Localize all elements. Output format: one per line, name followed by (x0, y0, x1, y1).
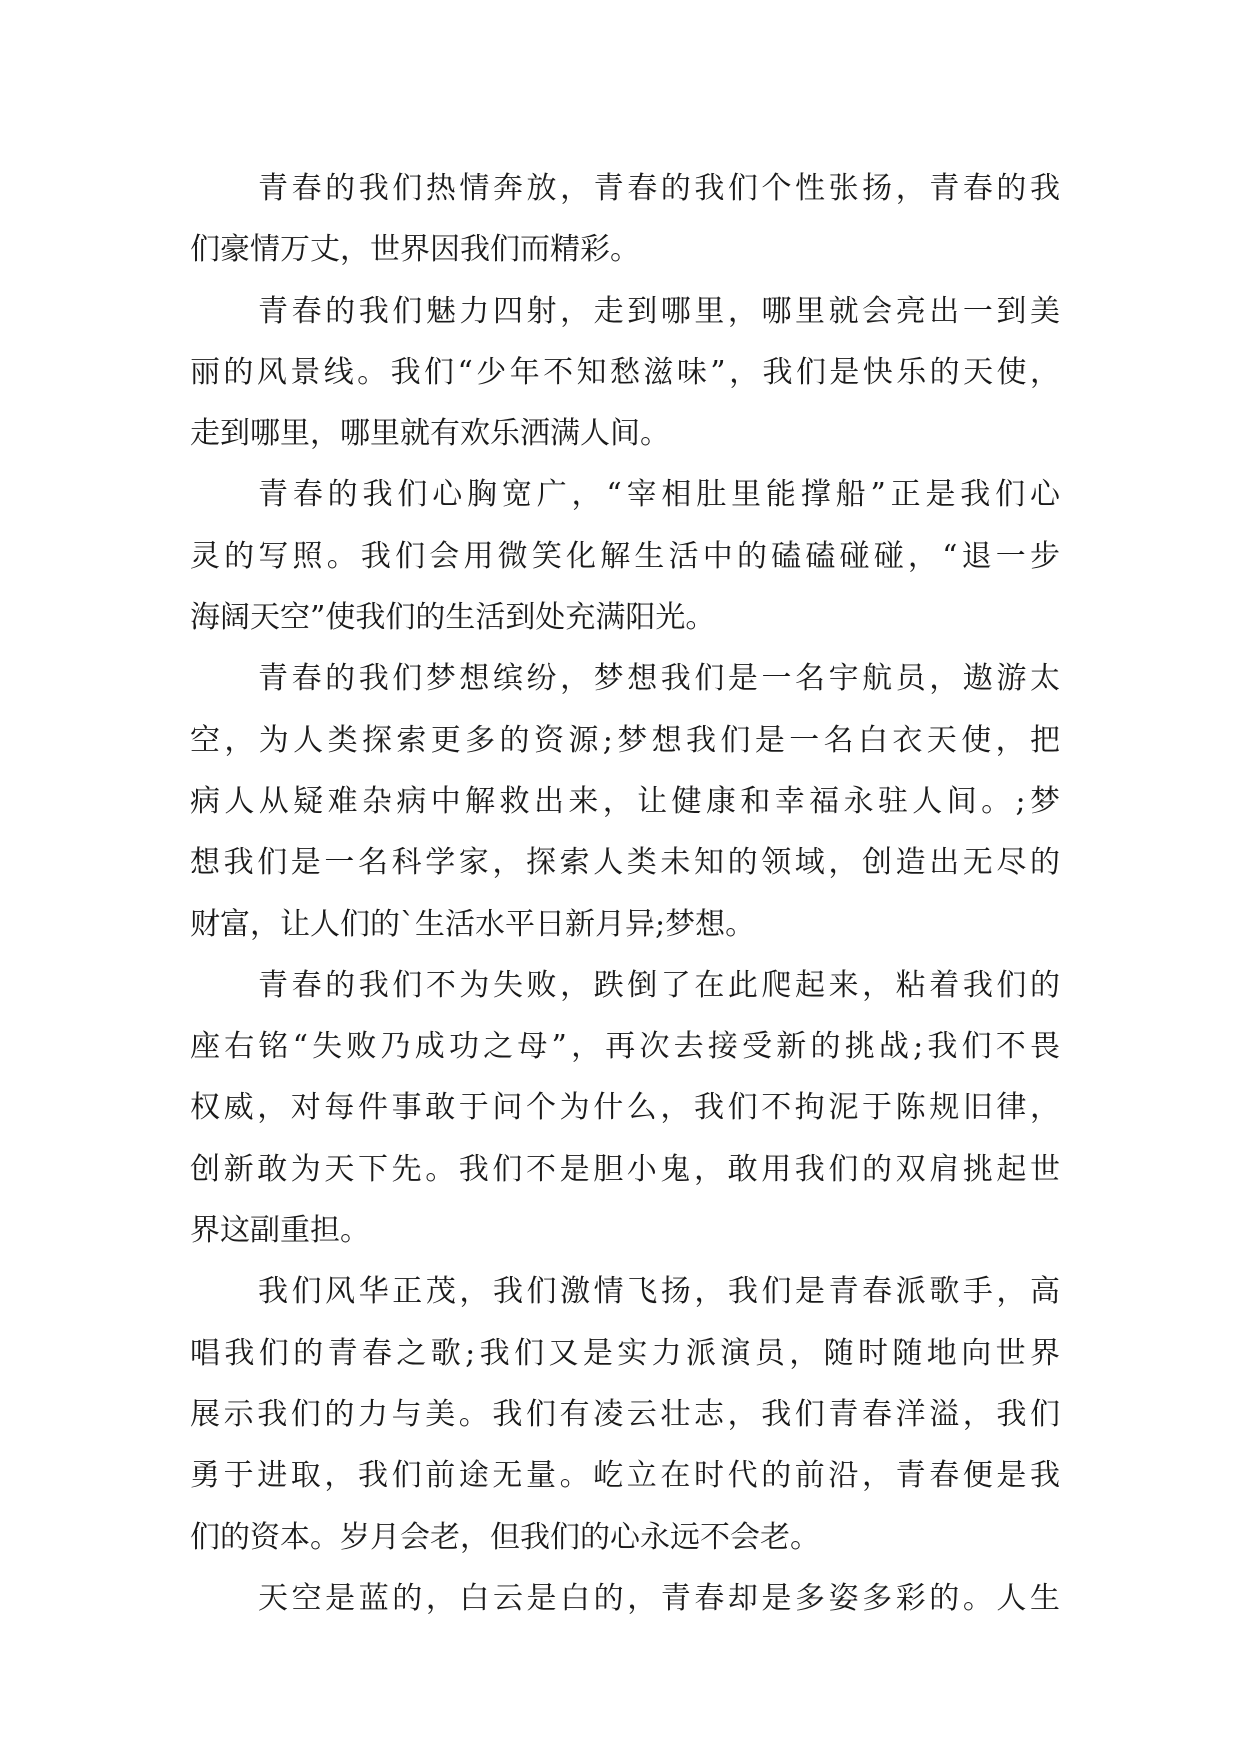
paragraph-6-line-3: 展示我们的力与美。我们有凌云壮志，我们青春洋溢，我们 (190, 1396, 1060, 1432)
body-text (190, 158, 1060, 1629)
paragraph-7-line-1: 天空是蓝的，白云是白的，青春却是多姿多彩的。人生 (258, 1580, 1060, 1616)
paragraph-5-line-5: 界这副重担。 (190, 1213, 370, 1249)
paragraph-1-line-2: 们豪情万丈，世界因我们而精彩。 (190, 232, 640, 268)
paragraph-2-line-2: 丽的风景线。我们“少年不知愁滋味”，我们是快乐的天使， (190, 354, 1060, 390)
paragraph-4-line-3: 病人从疑难杂病中解救出来，让健康和幸福永驻人间。;梦 (190, 783, 1060, 819)
paragraph-6-line-4: 勇于进取，我们前途无量。屹立在时代的前沿，青春便是我 (190, 1458, 1060, 1494)
paragraph-6-line-5: 们的资本。岁月会老，但我们的心永远不会老。 (190, 1519, 820, 1555)
paragraph-5-line-3: 权威，对每件事敢于问个为什么，我们不拘泥于陈规旧律， (190, 1090, 1060, 1126)
paragraph-3-line-3: 海阔天空”使我们的生活到处充满阳光。 (190, 600, 716, 636)
paragraph-1-line-1: 青春的我们热情奔放，青春的我们个性张扬，青春的我 (258, 171, 1060, 206)
paragraph-3-line-1: 青春的我们心胸宽广，“宰相肚里能撑船”正是我们心 (258, 477, 1060, 513)
paragraph-2-line-3: 走到哪里，哪里就有欢乐洒满人间。 (190, 416, 670, 452)
paragraph-5-line-4: 创新敢为天下先。我们不是胆小鬼，敢用我们的双肩挑起世 (190, 1151, 1060, 1187)
paragraph-4-line-2: 空，为人类探索更多的资源;梦想我们是一名白衣天使，把 (190, 722, 1060, 758)
paragraph-5-line-2: 座右铭“失败乃成功之母”，再次去接受新的挑战;我们不畏 (190, 1029, 1060, 1065)
paragraph-3-line-2: 灵的写照。我们会用微笑化解生活中的磕磕碰碰，“退一步 (190, 538, 1060, 574)
paragraph-2-line-1: 青春的我们魅力四射，走到哪里，哪里就会亮出一到美 (258, 293, 1060, 329)
paragraph-6-line-1: 我们风华正茂，我们激情飞扬，我们是青春派歌手，高 (258, 1274, 1060, 1310)
paragraph-4-line-4: 想我们是一名科学家，探索人类未知的领域，创造出无尽的 (190, 845, 1060, 881)
paragraph-4-line-1: 青春的我们梦想缤纷，梦想我们是一名宇航员，遨游太 (258, 661, 1060, 697)
paragraph-4-line-5: 财富，让人们的`生活水平日新月异;梦想。 (190, 906, 756, 942)
paragraph-5-line-1: 青春的我们不为失败，跌倒了在此爬起来，粘着我们的 (258, 967, 1060, 1003)
paragraph-6-line-2: 唱我们的青春之歌;我们又是实力派演员，随时随地向世界 (190, 1335, 1060, 1371)
